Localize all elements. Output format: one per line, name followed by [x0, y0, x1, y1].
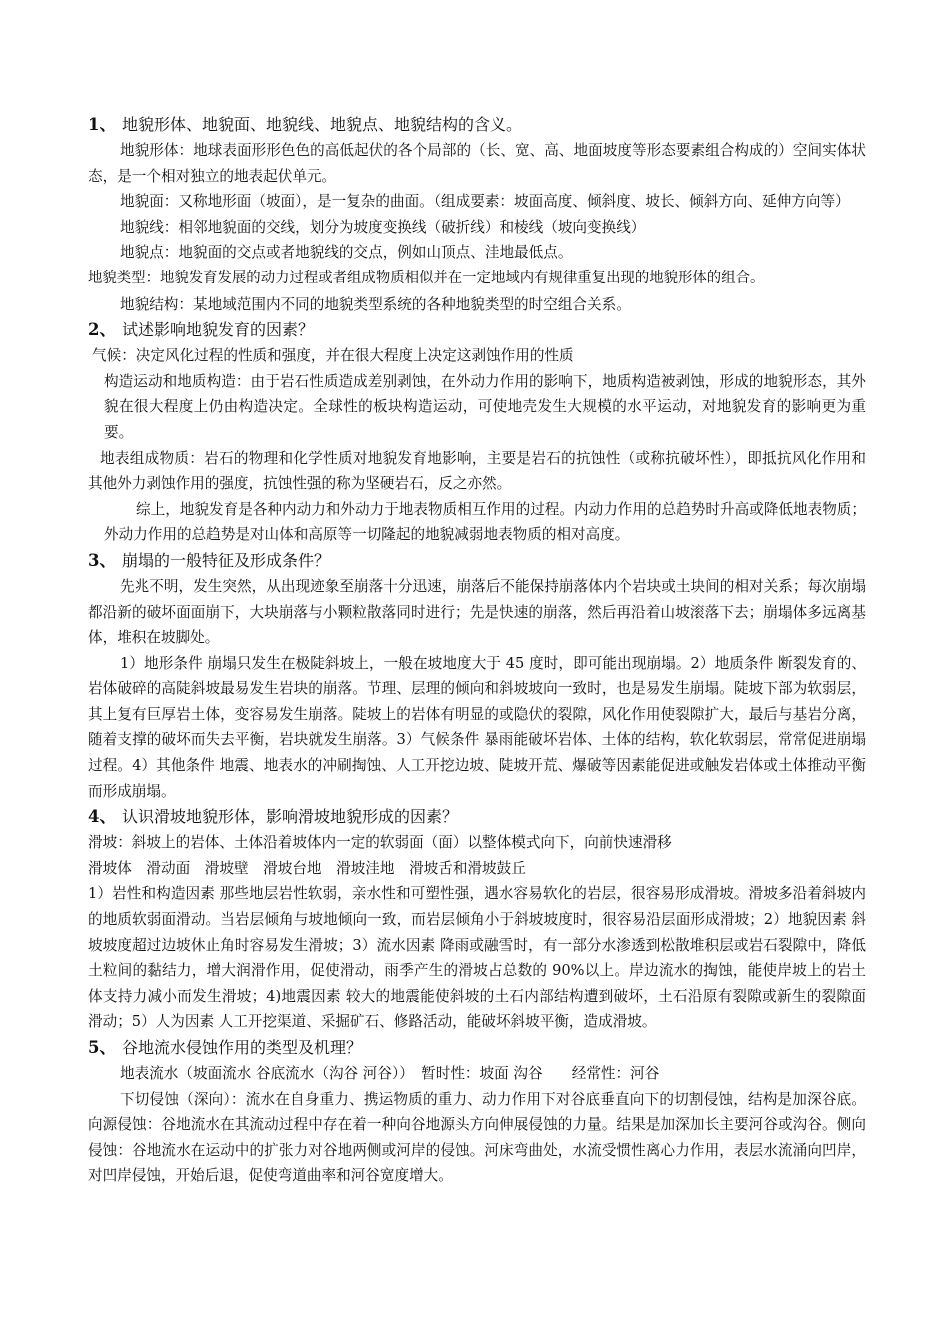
section-3-number: 3、 — [88, 550, 116, 570]
s3-characteristics: 先兆不明，发生突然，从出现迹象至崩落十分迅速，崩落后不能保持崩落体内个岩块或土块间的相对关系；每次崩塌都沿新的破坏面面崩下，大块崩落与小颗粒散落同时进行；先是快速的崩落，然后再沿着山坡滚落下去；崩塌体多远离基体，堆积在坡脚处。 — [88, 577, 866, 647]
section-3-heading — [88, 548, 866, 574]
s1-landform-line: 地貌线：相邻地貌面的交线，划分为坡度变换线（破折线）和棱线（坡向变换线） — [120, 218, 646, 236]
section-4-number: 4、 — [88, 807, 116, 827]
section-2-heading — [88, 317, 866, 343]
s1-landform-point: 地貌点：地貌面的交点或者地貌线的交点，例如山顶点、洼地最低点。 — [120, 244, 573, 262]
s1-landform-surface: 地貌面：又称地形面（坡面），是一复杂的曲面。（组成要素：坡面高度、倾斜度、坡长、倾斜方向、延伸方向等） — [120, 193, 850, 211]
document-page — [88, 112, 866, 1189]
s1-landform-body: 地貌形体：地球表面形形色色的高低起伏的各个局部的（长、宽、高、地面坡度等形态要素组合构成的）空间实体状态，是一个相对独立的地表起伏单元。 — [88, 142, 866, 185]
s2-summary: 综上，地貌发育是各种内动力和外动力于地表物质相互作用的过程。内动力作用的总趋势时升高或降低地表物质；外动力作用的总趋势是对山体和高原等一切隆起的地貌减弱地表物质的相对高度。 — [104, 500, 866, 544]
section-4-heading — [88, 804, 866, 830]
section-1-title: 地貌形体、地貌面、地貌线、地貌点、地貌结构的含义。 — [122, 115, 523, 134]
s4-definition: 滑坡：斜坡上的岩体、土体沿着坡体内一定的软弱面（面）以整体模式向下，向前快速滑移 — [88, 834, 672, 852]
s2-tectonics: 构造运动和地质构造：由于岩石性质造成差别剥蚀，在外动力作用的影响下，地质构造被剥蚀，形成的地貌形态，其外貌在很大程度上仍由构造决定。全球性的板块构造运动，可使地壳发生大规模的水平运动，对地貌发育的影响更为重要。 — [104, 372, 866, 441]
s2-climate: 气候：决定风化过程的性质和强度，并在很大程度上决定这剥蚀作用的性质 — [92, 347, 574, 365]
section-4-title: 认识滑坡地貌形体，影响滑坡地貌形成的因素？ — [122, 807, 459, 827]
s5-flow-types: 地表流水（坡面流水 谷底流水（沟谷 河谷）） 暂时性：坡面 沟谷 经常性：河谷 — [120, 1065, 660, 1082]
s3-conditions: 1）地形条件 崩塌只发生在极陡斜坡上，一般在坡地度大于 45 度时，即可能出现崩塌。2）地质条件 断裂发育的、岩体破碎的高陡斜坡最易发生岩块的崩落。节理、层理的倾向和斜坡坡向一致时，也是易发生崩塌。陡坡下部为软弱层，其上复有巨厚岩土体，变容易发生崩落。陡坡上的岩体有明显的或隐伏的裂隙，风化作用使裂隙扩大，最后与基岩分离，随着支撑的破坏而失去平衡，岩块就发生崩落。3）气候条件 暴雨能破坏岩体、土体的结构，软化软弱层，常常促进崩塌过程。4）其他条件 地震、地表水的冲刷掏蚀、人工开挖边坡、陡坡开荒、爆破等因素能促进或触发岩体或土体推动平衡而形成崩塌。 — [88, 654, 866, 800]
section-3-title: 崩塌的一般特征及形成条件？ — [122, 550, 331, 570]
section-1-number: 1、 — [88, 115, 116, 134]
section-2-number: 2、 — [88, 320, 116, 340]
section-5-heading — [88, 1035, 866, 1061]
section-5-title: 谷地流水侵蚀作用的类型及机理？ — [122, 1038, 363, 1057]
s1-landform-structure: 地貌结构：某地域范围内不同的地貌类型系统的各种地貌类型的时空组合关系。 — [120, 295, 631, 313]
section-2-title: 试述影响地貌发育的因素？ — [122, 320, 315, 340]
s5-erosion-mechanism: 下切侵蚀（深向）：流水在自身重力、携运物质的重力、动力作用下对谷底垂直向下的切割侵蚀，结构是加深谷底。向源侵蚀：谷地流水在其流动过程中存在着一种向谷地源头方向伸展侵蚀的力量。结果是加深加长主要河谷或沟谷。侧向侵蚀：谷地流水在运动中的扩张力对谷地两侧或河岸的侵蚀。河床弯曲处，水流受惯性离心力作用，表层水流涌向凹岸，对凹岸侵蚀，开始后退，促使弯道曲率和河谷宽度增大。 — [88, 1090, 866, 1185]
section-1-heading — [88, 112, 866, 138]
s2-surface-material: 地表组成物质：岩石的物理和化学性质对地貌发育地影响，主要是岩石的抗蚀性（或称抗破坏性），即抵抗风化作用和其他外力剥蚀作用的强度，抗蚀性强的称为坚硬岩石，反之亦然。 — [88, 449, 866, 493]
section-5-number: 5、 — [88, 1038, 116, 1057]
s4-factors: 1）岩性和构造因素 那些地层岩性软弱，亲水性和可塑性强，遇水容易软化的岩层，很容易形成滑坡。滑坡多沿着斜坡内的地质软弱面滑动。当岩层倾角与坡地倾向一致，而岩层倾角小于斜坡坡度时，很容易沿层面形成滑坡；2）地貌因素 斜坡坡度超过边坡休止角时容易发生滑坡；3）流水因素 降雨或融雪时，有一部分水渗透到松散堆积层或岩石裂隙中，降低土粒间的黏结力，增大润滑作用，促使滑动，雨季产生的滑坡占总数的 90%以上。岸边流水的掏蚀，能使岸坡上的岩土体支持力减小而发生滑坡；4)地震因素 较大的地震能使斜坡的土石内部结构遭到破坏，土石沿原有裂隙或新生的裂隙面滑动；5）人为因素 人工开挖渠道、采掘矿石、修路活动，能破坏斜坡平衡，造成滑坡。 — [88, 885, 866, 1031]
s4-landslide-parts: 滑坡体 滑动面 滑坡壁 滑坡台地 滑坡洼地 滑坡舌和滑坡鼓丘 — [88, 859, 526, 877]
s1-landform-type: 地貌类型：地貌发育发展的动力过程或者组成物质相似并在一定地域内有规律重复出现的地貌形体的组合。 — [88, 269, 765, 286]
